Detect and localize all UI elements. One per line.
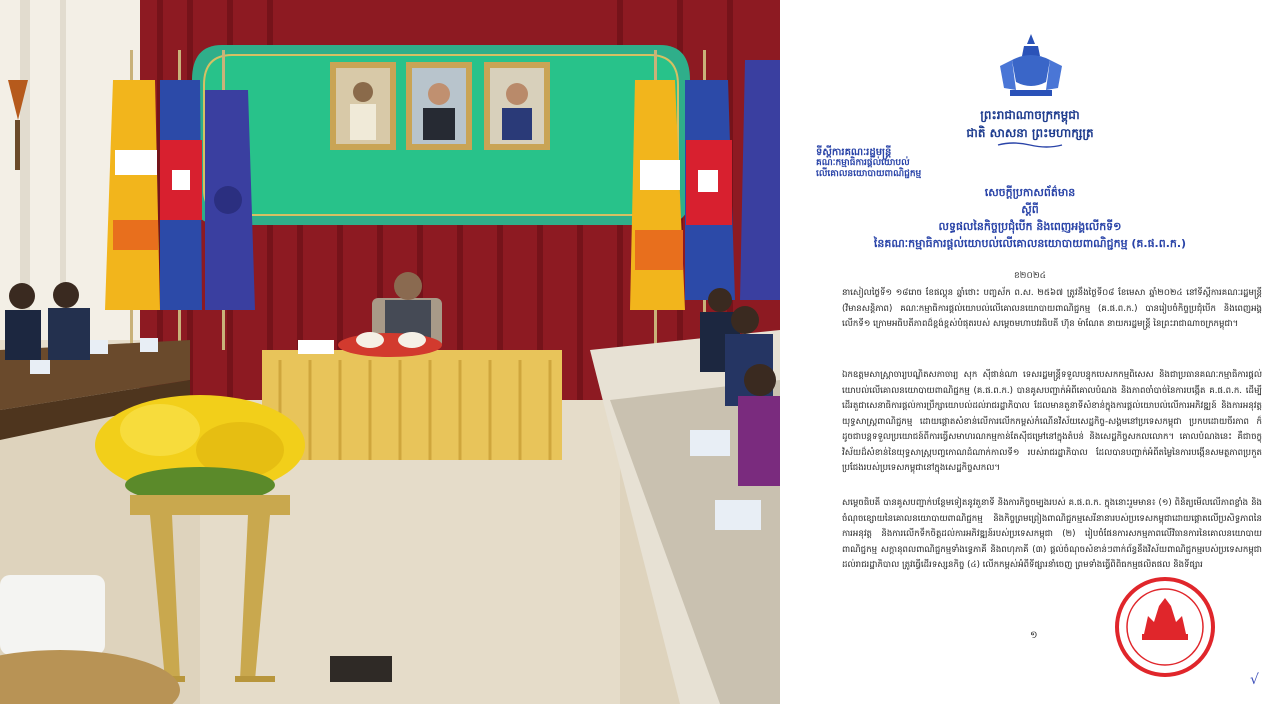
press-release-document <box>780 0 1280 704</box>
page-number: ១ <box>1030 630 1038 641</box>
title-line-1: សេចក្ដីប្រកាសព័ត៌មាន <box>984 186 1076 199</box>
seal-icon <box>1114 576 1216 678</box>
official-seal <box>1114 576 1216 678</box>
title-line-2: ស្ដីពី <box>1021 203 1039 216</box>
issuing-office <box>816 147 921 180</box>
national-motto: ជាតិ សាសនា ព្រះមហាក្សត្រ <box>966 126 1094 140</box>
kingdom-header <box>780 106 1280 142</box>
title-line-4: នៃគណៈកម្មាធិការផ្ដល់យោបល់លើគោលនយោបាយពាណិជ្ជកម្ម (គ.ផ.ព.ក.) <box>873 237 1187 250</box>
committee-name-line1: គណៈកម្មាធិការផ្ដល់យោបល់ <box>816 158 910 168</box>
paragraph-2: ឯកឧត្ដមសាស្ត្រាចារ្យបណ្ឌិតសភាចារ្យ សុក ស៊ីផាន់ណា ទេសរដ្ឋមន្ត្រីទទួលបន្ទុកបេសកកម្មពិសេស និងជាប្រធានគណៈកម្មាធិការផ្ដល់យោបល់លើគោលនយោបាយពាណិជ្ជកម្ម (គ.ផ.ព.ក.) បានគូសបញ្ជាក់អំពីគោលបំណង និងភាពចាំបាច់នៃការបង្កើត គ.ផ.ព.ក. ដើម្បីដើរតួជាសេនាធិការផ្ដល់ការប្រឹក្សាយោបល់ដល់រាជរដ្ឋាភិបាល ដែលមានតួនាទីសំខាន់ក្នុងការផ្ដល់យោបល់លើការអភិវឌ្ឍន៍ និងការអនុវត្តយុទ្ធសាស្ត្រពាណិជ្ជកម្ម ដោយផ្ដោតសំខាន់លើការលើកកម្ពស់កំណើនវិស័យសេដ្ឋកិច្ច-សង្គមនៅប្រទេសកម្ពុជា ប្រកបដោយចីរភាព ក៏ដូចជាបន្តទទួលប្រយោជន៍ពីការធ្វើសមាហរណកម្មកាន់តែស៊ីជម្រៅនៅក្នុងតំបន់ និងសេដ្ឋកិច្ចសកលលោក។ គោលបំណងនេះ គឺជាចក្ខុវិស័យដ៏សំខាន់នៃយុទ្ធសាស្ត្របញ្ចកោណដំណាក់កាលទី១ របស់រាជរដ្ឋាភិបាល ដែលបានបញ្ជាក់អំពីតម្លៃនៃការបង្កើនសមត្ថភាពប្រកួតប្រជែងរបស់ប្រទេសកម្ពុជានៅក្នុងសេដ្ឋកិច្ចសកល។ <box>842 370 1262 473</box>
document-title <box>780 184 1280 252</box>
portrait-left <box>330 62 396 150</box>
document-date: ខ២០២៤ <box>1013 271 1047 281</box>
signature-checkmark: √ <box>1250 672 1259 688</box>
portrait-center <box>406 62 472 150</box>
kingdom-name: ព្រះរាជាណាចក្រកម្ពុជា <box>980 108 1080 122</box>
office-name: ទីស្ដីការគណៈរដ្ឋមន្ត្រី <box>816 147 892 158</box>
ornament-divider-icon <box>996 141 1064 149</box>
royal-coat-of-arms-icon <box>994 30 1068 100</box>
committee-name-line2: លើគោលនយោបាយពាណិជ្ជកម្ម <box>816 169 922 179</box>
paragraph-3: សម្ដេចធិបតី បានគូសបញ្ជាក់បន្ថែមទៀតនូវតួនាទី និងការកិច្ចចម្បងរបស់ គ.ផ.ព.ក. ក្នុងនោះរួមមាន៖ (១) ពិនិត្យមើលលើភាពខ្លាំង និងចំណុចខ្សោយនៃគោលនយោបាយពាណិជ្ជកម្ម និងកិច្ចព្រមព្រៀងពាណិជ្ជកម្មសេរីនានារបស់ប្រទេសកម្ពុជាដោយផ្ដោតលើប្រសិទ្ធភាពនៃការអនុវត្ត និងការលើកទឹកចិត្តដល់ការអភិវឌ្ឍន៍របស់ប្រទេសកម្ពុជា (២) រៀបចំផែនការសកម្មភាពលើវិធានការនៃគោលនយោបាយពាណិជ្ជកម្ម សក្ដានុពលពាណិជ្ជកម្មទាំងទ្វេភាគី និងពហុភាគី (៣) ផ្ដល់ចំណុចសំខាន់ៗពាក់ព័ន្ធនឹងវិស័យពាណិជ្ជកម្មរបស់ប្រទេសកម្ពុជាដល់រាជរដ្ឋាភិបាល ត្រូវធ្វើដើរទស្សនកិច្ច (៤) លើកកម្ពស់អំពីទីផ្សារនាំចេញ ព្រមទាំងធ្វើពិពិធកម្មផលិតផល និងទីផ្សារ <box>842 498 1262 570</box>
paragraph-1: នាសៀលថ្ងៃទី១ ១៨រោច ខែផល្គុន ឆ្នាំថោះ បញ្ចស័ក ព.ស. ២៥៦៧ ត្រូវនឹងថ្ងៃទី០៨ ខែមេសា ឆ្នាំ២០២៤ នៅទីស្ដីការគណៈរដ្ឋមន្ត្រី (វិមានសន្តិភាព) គណៈកម្មាធិការផ្ដល់យោបល់លើគោលនយោបាយពាណិជ្ជកម្ម (គ.ផ.ព.ក.) បានរៀបចំកិច្ចប្រជុំបើក និងពេញអង្គលើកទី១ ក្រោមអធិបតីភាពដ៏ខ្ពង់ខ្ពស់បំផុតរបស់ សម្ដេចមហាបវរធិបតី ហ៊ុន ម៉ាណែត នាយករដ្ឋមន្ត្រី នៃព្រះរាជាណាចក្រកម្ពុជា។ <box>842 288 1262 329</box>
title-line-3: លទ្ធផលនៃកិច្ចប្រជុំបើក និងពេញអង្គលើកទី១ <box>938 220 1122 233</box>
portrait-right <box>484 62 550 150</box>
